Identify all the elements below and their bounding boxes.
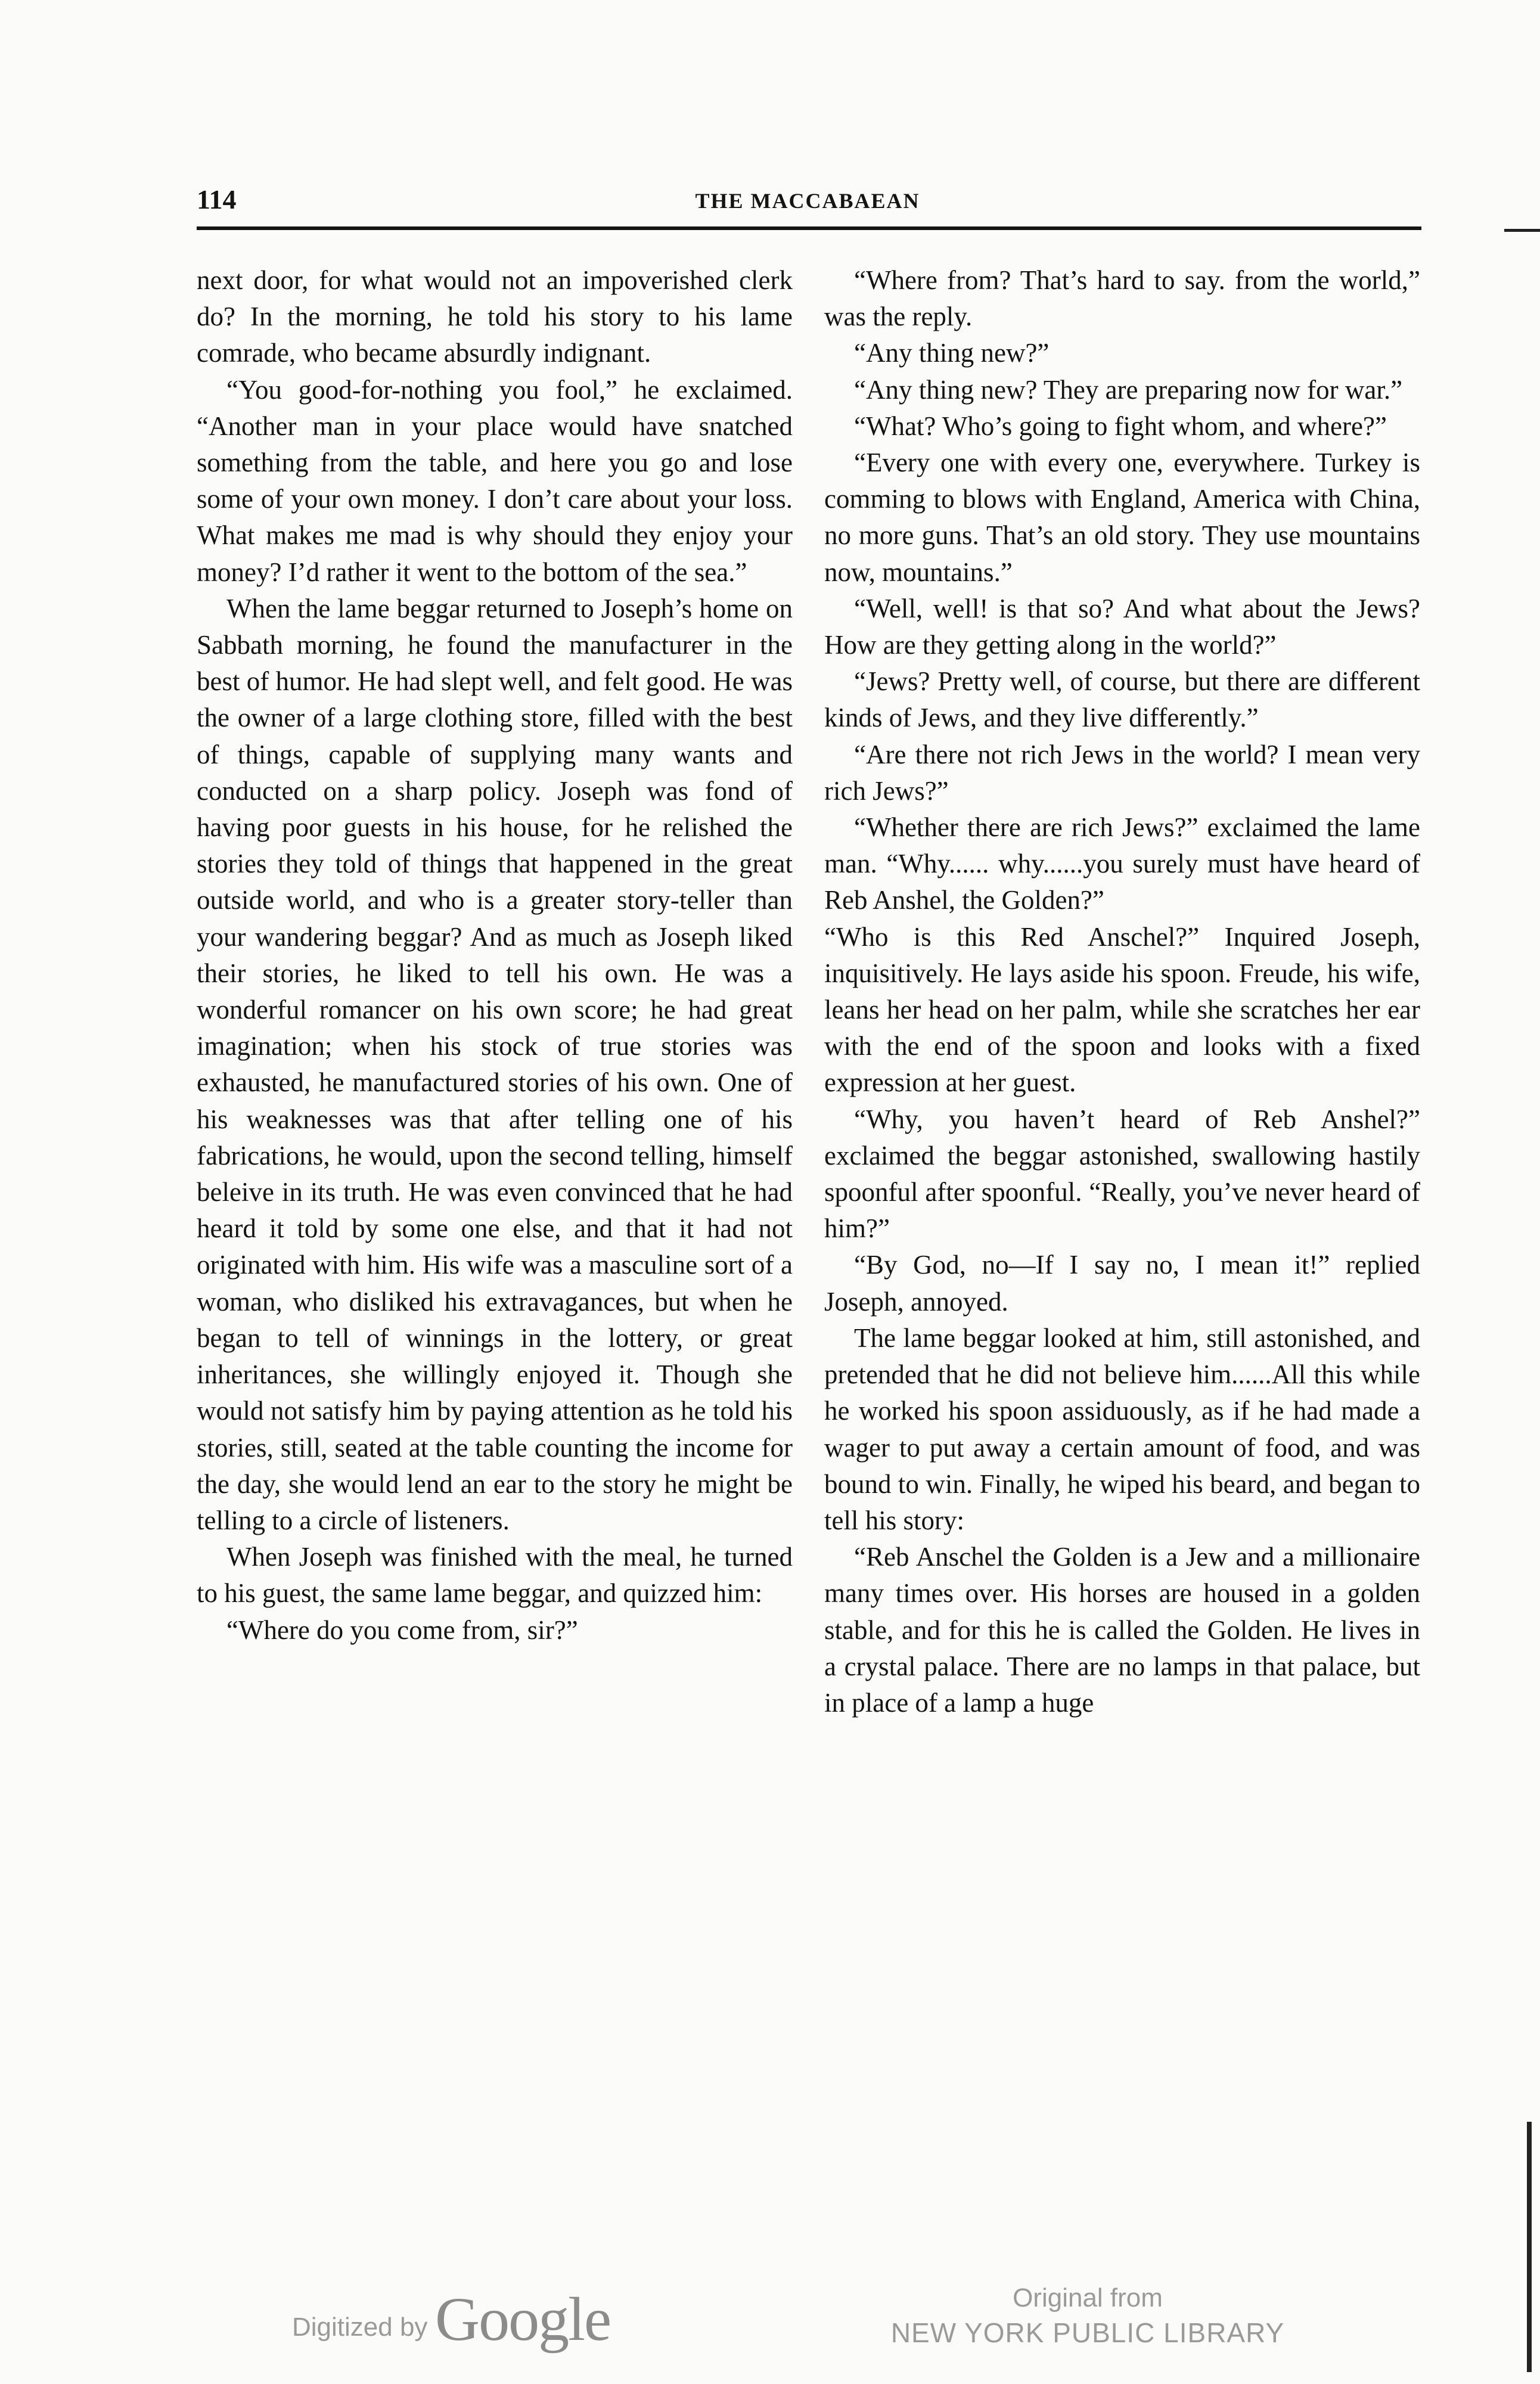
paragraph: The lame beggar looked at him, still astonished, and pretended that he did not believe him......All this while he worked his spoon assiduously, as if he had made a wager to put away a certain amount of food, and was bound to win. Finally, he wiped his beard, and began to tell his story: (824, 1323, 1420, 1535)
paragraph: “Are there not rich Jews in the world? I mean very rich Jews?” (824, 739, 1420, 806)
paragraph: “Where from? That’s hard to say. from the world,” was the reply. (824, 265, 1420, 332)
paragraph: “Reb Anschel the Golden is a Jew and a millionaire many times over. His horses are housed in a golden stable, and for this he is called the Golden. He lives in a crystal palace. There are no lamps in that palace, but in place of a lamp a huge (824, 1542, 1420, 1718)
paragraph: “Why, you haven’t heard of Reb Anshel?” exclaimed the beggar astonished, swallowing hastily spoonful after spoonful. “Really, you’ve never heard of him?” (824, 1104, 1420, 1244)
page-number: 114 (197, 184, 237, 215)
paragraph: “Where do you come from, sir?” (226, 1615, 578, 1645)
paragraph: When Joseph was finished with the meal, he turned to his guest, the same lame beggar, and quizzed him: (197, 1542, 793, 1609)
paragraph: “Any thing new?” (854, 338, 1050, 368)
paragraph: next door, for what would not an impoverished clerk do? In the morning, he told his story to his lame comrade, who became absurdly indignant. (197, 265, 793, 368)
paragraph: “By God, no—If I say no, I mean it!” replied Joseph, annoyed. (824, 1250, 1420, 1317)
paragraph: When the lame beggar returned to Joseph’s home on Sabbath morning, he found the manufacturer in the best of humor. He had slept well, and felt good. He was the owner of a large clothing store, filled with the best of things, capable of supplying many wants and conducted on a sharp policy. Joseph was fond of having poor guests in his house, for he relished the stories they told of things that happened in the great outside world, and who is a greater story-teller than your wandering beggar? And as much as Joseph liked their stories, he liked to tell his own. He was a wonderful romancer on his own score; he had great imagination; when his stock of true stories was exhausted, he manufactured stories of his own. One of his weaknesses was that after telling one of his fabrications, he would, upon the second telling, himself beleive in its truth. He was even convinced that he had heard it told by some one else, and that it had not originated with him. His wife was a masculine sort of a woman, who disliked his extravagances, but when he began to tell of winnings in the lottery, or great inheritances, she willingly enjoyed it. Though she would not satisfy him by paying attention as he told his stories, still, seated at the table counting the income for the day, she would lend an ear to the story he might be telling to a circle of listeners. (197, 593, 793, 1535)
paragraph: “You good-for-nothing you fool,” he exclaimed. “Another man in your place would have snatched something from the table, and here you go and lose some of your own money. I don’t care about your loss. What makes me mad is why should they enjoy your money? I’d rather it went to the bottom of the sea.” (197, 374, 793, 587)
left-column (197, 262, 793, 1649)
digitization-credit (292, 2277, 650, 2354)
paragraph: “Any thing new? They are preparing now for war.” (854, 374, 1403, 405)
original-from-text: Original from (1013, 2283, 1163, 2312)
right-column (824, 262, 1420, 1721)
page-header (197, 184, 1418, 225)
binding-edge-mark (1527, 2122, 1532, 2372)
paragraph: “What? Who’s going to fight whom, and where?” (854, 411, 1387, 441)
paragraph: “Jews? Pretty well, of course, but there are different kinds of Jews, and they live differently.” (824, 666, 1420, 733)
edge-rule-mark (1504, 229, 1540, 232)
google-logo: Google (435, 2285, 611, 2354)
paragraph: “Who is this Red Anschel?” Inquired Joseph, inquisitively. He lays aside his spoon. Freude, his wife, leans her head on her palm, while she scratches her ear with the end of the spoon and looks with a fixed expression at her guest. (824, 921, 1420, 1098)
header-rule (197, 226, 1421, 230)
paragraph: “Well, well! is that so? And what about the Jews? How are they getting along in the world?” (824, 593, 1420, 660)
running-title: THE MACCABAEAN (695, 189, 920, 213)
library-name: NEW YORK PUBLIC LIBRARY (890, 2317, 1285, 2348)
source-credit (834, 2281, 1341, 2351)
digitized-by-text: Digitized by (292, 2312, 428, 2342)
paragraph: “Every one with every one, everywhere. Turkey is comming to blows with England, America with China, no more guns. That’s an old story. They use mountains now, mountains.” (824, 448, 1420, 587)
paragraph: “Whether there are rich Jews?” exclaimed the lame man. “Why...... why......you surely must have heard of Reb Anshel, the Golden?” (824, 812, 1420, 915)
adjacent-page-edge (1504, 226, 1540, 2134)
